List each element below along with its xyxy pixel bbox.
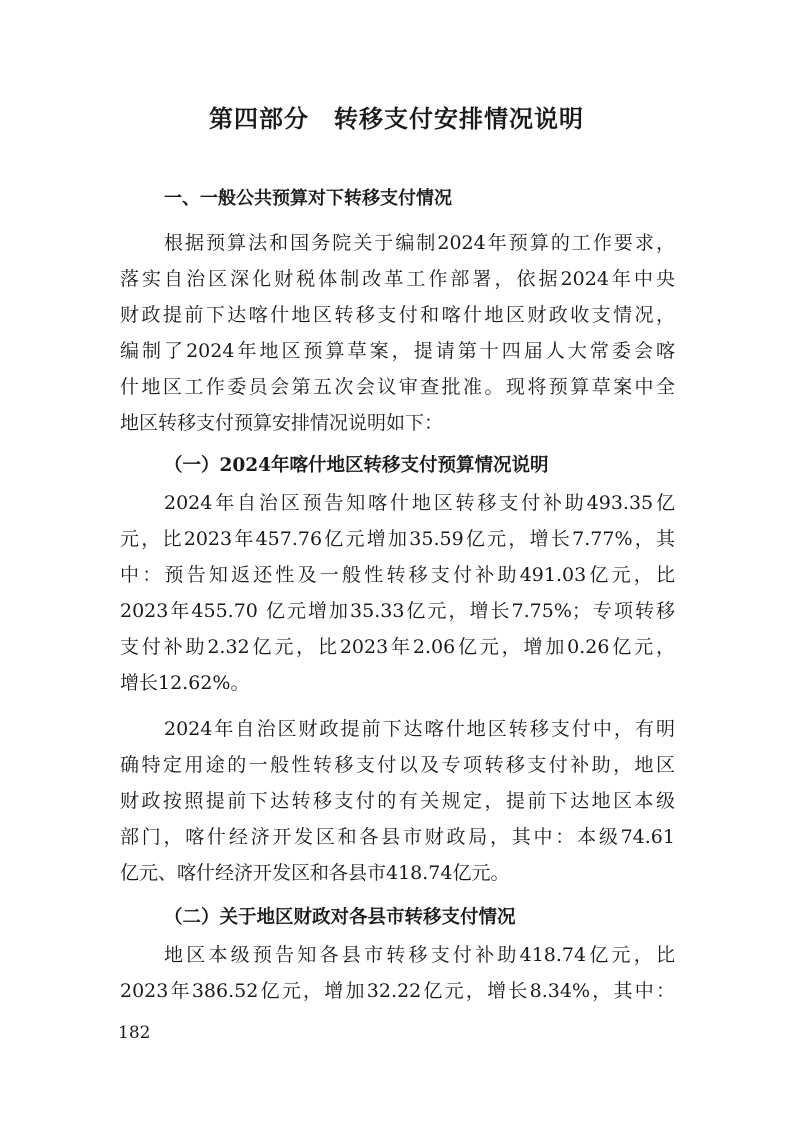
paragraph-line: 中：预告知返还性及一般性转移支付补助491.03亿元，比 xyxy=(120,564,675,586)
paragraph-line: 确特定用途的一般性转移支付以及专项转移支付补助，地区 xyxy=(120,754,675,776)
paragraph-line: 地区本级预告知各县市转移支付补助418.74亿元，比 xyxy=(164,944,675,966)
paragraph-line: 落实自治区深化财税体制改革工作部署，依据2024年中央 xyxy=(120,268,675,290)
paragraph-line: 财政提前下达喀什地区转移支付和喀什地区财政收支情况， xyxy=(120,304,675,326)
paragraph-line: 2024年自治区预告知喀什地区转移支付补助493.35亿 xyxy=(164,492,675,514)
subsection-heading: （一）2024年喀什地区转移支付预算情况说明 xyxy=(164,455,549,476)
paragraph-line: 财政按照提前下达转移支付的有关规定，提前下达地区本级 xyxy=(120,790,675,812)
paragraph-line: 地区转移支付预算安排情况说明如下： xyxy=(120,412,444,434)
paragraph-line: 增长12.62%。 xyxy=(120,672,250,694)
paragraph-line: 2024年自治区财政提前下达喀什地区转移支付中，有明 xyxy=(164,718,675,740)
paragraph-line: 亿元、喀什经济开发区和各县市418.74亿元。 xyxy=(120,862,510,884)
page-number: 182 xyxy=(118,1023,151,1043)
page-title: 第四部分 转移支付安排情况说明 xyxy=(209,105,584,133)
paragraph-line: 2023年455.70 亿元增加35.33亿元，增长7.75%；专项转移 xyxy=(120,600,675,622)
paragraph-line: 部门，喀什经济开发区和各县市财政局，其中：本级74.61 xyxy=(120,826,675,848)
paragraph-line: 根据预算法和国务院关于编制2024年预算的工作要求， xyxy=(164,232,675,254)
paragraph-line: 支付补助2.32亿元，比2023年2.06亿元，增加0.26亿元， xyxy=(120,636,675,658)
section-heading: 一、一般公共预算对下转移支付情况 xyxy=(164,188,452,209)
paragraph-line: 元，比2023年457.76亿元增加35.59亿元，增长7.77%，其 xyxy=(120,528,675,550)
paragraph-line: 什地区工作委员会第五次会议审查批准。现将预算草案中全 xyxy=(120,376,675,398)
paragraph-line: 编制了2024年地区预算草案，提请第十四届人大常委会喀 xyxy=(120,340,675,362)
paragraph-line: 2023年386.52亿元，增加32.22亿元，增长8.34%，其中： xyxy=(120,980,675,1002)
subsection-heading: （二）关于地区财政对各县市转移支付情况 xyxy=(164,907,516,928)
